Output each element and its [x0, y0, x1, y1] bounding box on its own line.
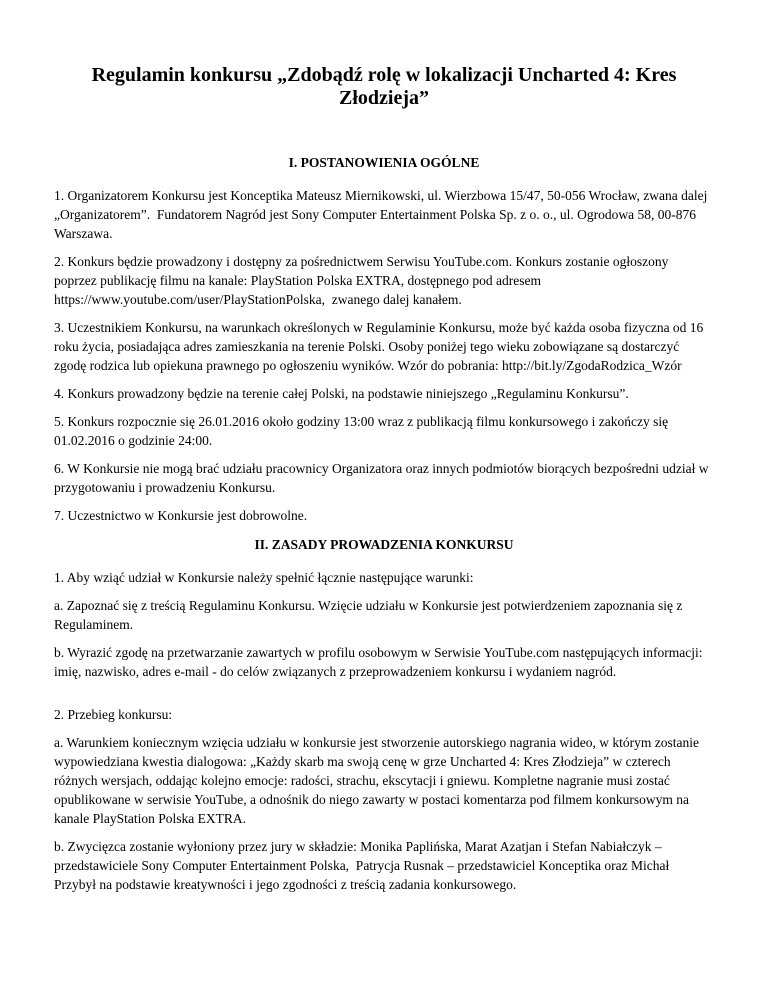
section-heading-postanowienia-ogolne: I. POSTANOWIENIA OGÓLNE [288, 155, 480, 170]
paragraph-s1-1: 1. Organizatorem Konkursu jest Konceptika Mateusz Miernikowski, ul. Wierzbowa 15/47, 50-056 Wrocław, zwana dalej „Organizatorem”. Fundatorem Nagród jest Sony Computer Entertainment Polska Sp. z o. o., ul. Ogrodowa 58, 00-876 Warszawa. [54, 188, 711, 241]
paragraph-s1-6: 6. W Konkursie nie mogą brać udziału pracownicy Organizatora oraz innych podmiotów biorących bezpośredni udział w przygotowaniu i prowadzeniu Konkursu. [54, 461, 712, 495]
paragraph-s1-4: 4. Konkurs prowadzony będzie na terenie całej Polski, na podstawie niniejszego „Regulaminu Konkursu”. [54, 386, 629, 401]
paragraph-s1-3: 3. Uczestnikiem Konkursu, na warunkach określonych w Regulaminie Konkursu, może być każda osoba fizyczna od 16 roku życia, posiadająca adres zamieszkania na terenie Polski. Osoby poniżej tego wieku zobowiązane są dostarczyć zgodę rodzica lub opiekuna prawnego po ogłoszeniu wyników. Wzór do pobrania: http://bit.ly/ZgodaRodzica_Wzór [54, 320, 707, 373]
paragraph-s1-2: 2. Konkurs będzie prowadzony i dostępny za pośrednictwem Serwisu YouTube.com. Konkurs zostanie ogłoszony poprzez publikację filmu na kanale: PlayStation Polska EXTRA, dostępnego pod adresem https://www.youtube.com/user/PlayStationPolska, zwanego dalej kanałem. [54, 254, 672, 307]
paragraph-s2-2a: a. Warunkiem koniecznym wzięcia udziału w konkursie jest stworzenie autorskiego nagrania wideo, w którym zostanie wypowiedziana kwestia dialogowa: „Każdy skarb ma swoją cenę w grze Uncharted 4: Kres Złodzieja” w czterech różnych wersjach, oddając kolejno emocje: radości, strachu, ekscytacji i gniewu. Kompletne nagranie musi zostać opublikowane w serwisie YouTube, a odnośnik do niego zawarty w postaci komentarza pod filmem konkursowym na kanale PlayStation Polska EXTRA. [54, 735, 703, 826]
paragraph-s2-1: 1. Aby wziąć udział w Konkursie należy spełnić łącznie następujące warunki: [54, 570, 474, 585]
paragraph-s2-1b: b. Wyrazić zgodę na przetwarzanie zawartych w profilu osobowym w Serwisie YouTube.com następujących informacji: imię, nazwisko, adres e-mail - do celów związanych z przeprowadzeniem konkursu i wydaniem nagród. [54, 645, 706, 679]
paragraph-s1-5: 5. Konkurs rozpocznie się 26.01.2016 około godziny 13:00 wraz z publikacją filmu konkursowego i zakończy się 01.02.2016 o godzinie 24:00. [54, 414, 672, 448]
section-heading-zasady-prowadzenia-konkursu: II. ZASADY PROWADZENIA KONKURSU [254, 537, 514, 552]
document-title: Regulamin konkursu „Zdobądź rolę w lokalizacji Uncharted 4: Kres Złodzieja” [91, 64, 682, 109]
paragraph-s2-1a: a. Zapoznać się z treścią Regulaminu Konkursu. Wzięcie udziału w Konkursie jest potwierdzeniem zapoznania się z Regulaminem. [54, 598, 686, 632]
paragraph-s2-2b: b. Zwycięzca zostanie wyłoniony przez jury w składzie: Monika Paplińska, Marat Azatjan i Stefan Nabiałczyk – przedstawiciele Sony Computer Entertainment Polska, Patrycja Rusnak – przedstawiciel Konceptika oraz Michał Przybył na podstawie kreatywności i jego zgodności z treścią zadania konkursowego. [54, 839, 673, 892]
paragraph-s2-2: 2. Przebieg konkursu: [54, 707, 173, 722]
paragraph-s1-7: 7. Uczestnictwo w Konkursie jest dobrowolne. [54, 508, 308, 523]
